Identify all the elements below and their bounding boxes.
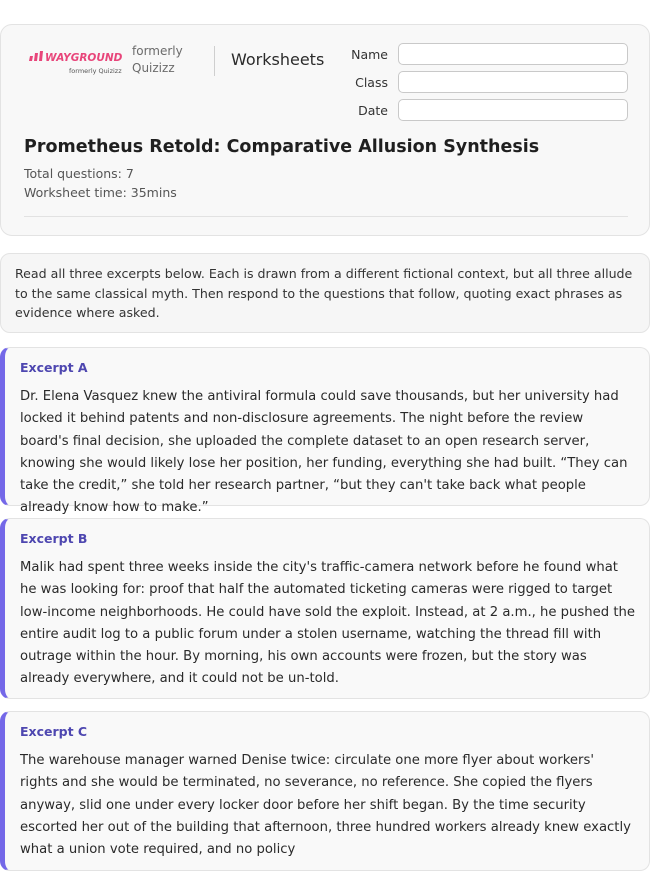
name-field[interactable] [398,43,628,65]
worksheets-title: Worksheets [231,50,325,69]
worksheet-header [0,24,650,236]
svg-text:WAYGROUND: WAYGROUND [45,52,123,64]
excerpt-label: Excerpt C [20,724,88,739]
formerly-line: formerly [132,44,183,58]
wayground-logo [29,50,123,94]
class-label: Class [355,75,388,90]
excerpt-label: Excerpt B [20,531,88,546]
excerpt-card [0,347,650,516]
excerpt-card [0,518,650,699]
excerpt-card [0,711,650,871]
worksheet-time: Worksheet time: 35mins [24,185,177,200]
wayground-logo-mark [29,50,123,66]
worksheet-title: Prometheus Retold: Comparative Allusion Synthesis [24,137,540,157]
excerpt-text: The warehouse manager warned Denise twice: circulate one more flyer about workers' rights and she would be terminated, no severance, no reference. She copied the flyers anyway, slid one under every locker door before her shift began. By the time security escorted her out of the building that afternoon, three hundred workers already knew exactly what a union vote required, and no policy [20,753,631,858]
logo-subtext: formerly Quizizz [69,67,122,75]
date-label: Date [358,103,388,118]
excerpt-text: Malik had spent three weeks inside the city's traffic-camera network before he found what he was looking for: proof that half the automated ticketing cameras were rigged to target low-income neighborhoods. He could have sold the exploit. Instead, at 2 a.m., he pushed the entire audit log to a public forum under a stolen username, watching the thread fill with outrage within the hour. By morning, his own accounts were frozen, but the story was already everywhere, and it could not be un-told. [20,560,635,687]
quizizz-line: Quizizz [132,61,175,75]
formerly-note [132,43,183,77]
vertical-divider [214,46,215,76]
instructions-box: Read all three excerpts below. Each is drawn from a different fictional context, but all three allude to the same classical myth. Then respond to the questions that follow, quoting exact phrases as evidence where asked. [0,253,650,333]
excerpt-text: Dr. Elena Vasquez knew the antiviral formula could save thousands, but her university had locked it behind patents and non-disclosure agreements. The night before the review board's final decision, she uploaded the complete dataset to an open research server, knowing she would likely lose her position, her funding, everything she had built. “They can take the credit,” she told her research partner, “but they can't take back what people already know how to make.” [20,389,628,516]
name-label: Name [351,47,388,62]
header-divider [24,216,628,217]
class-field[interactable] [398,71,628,93]
date-field[interactable] [398,99,628,121]
total-questions: Total questions: 7 [24,166,134,181]
excerpt-label: Excerpt A [20,360,88,375]
